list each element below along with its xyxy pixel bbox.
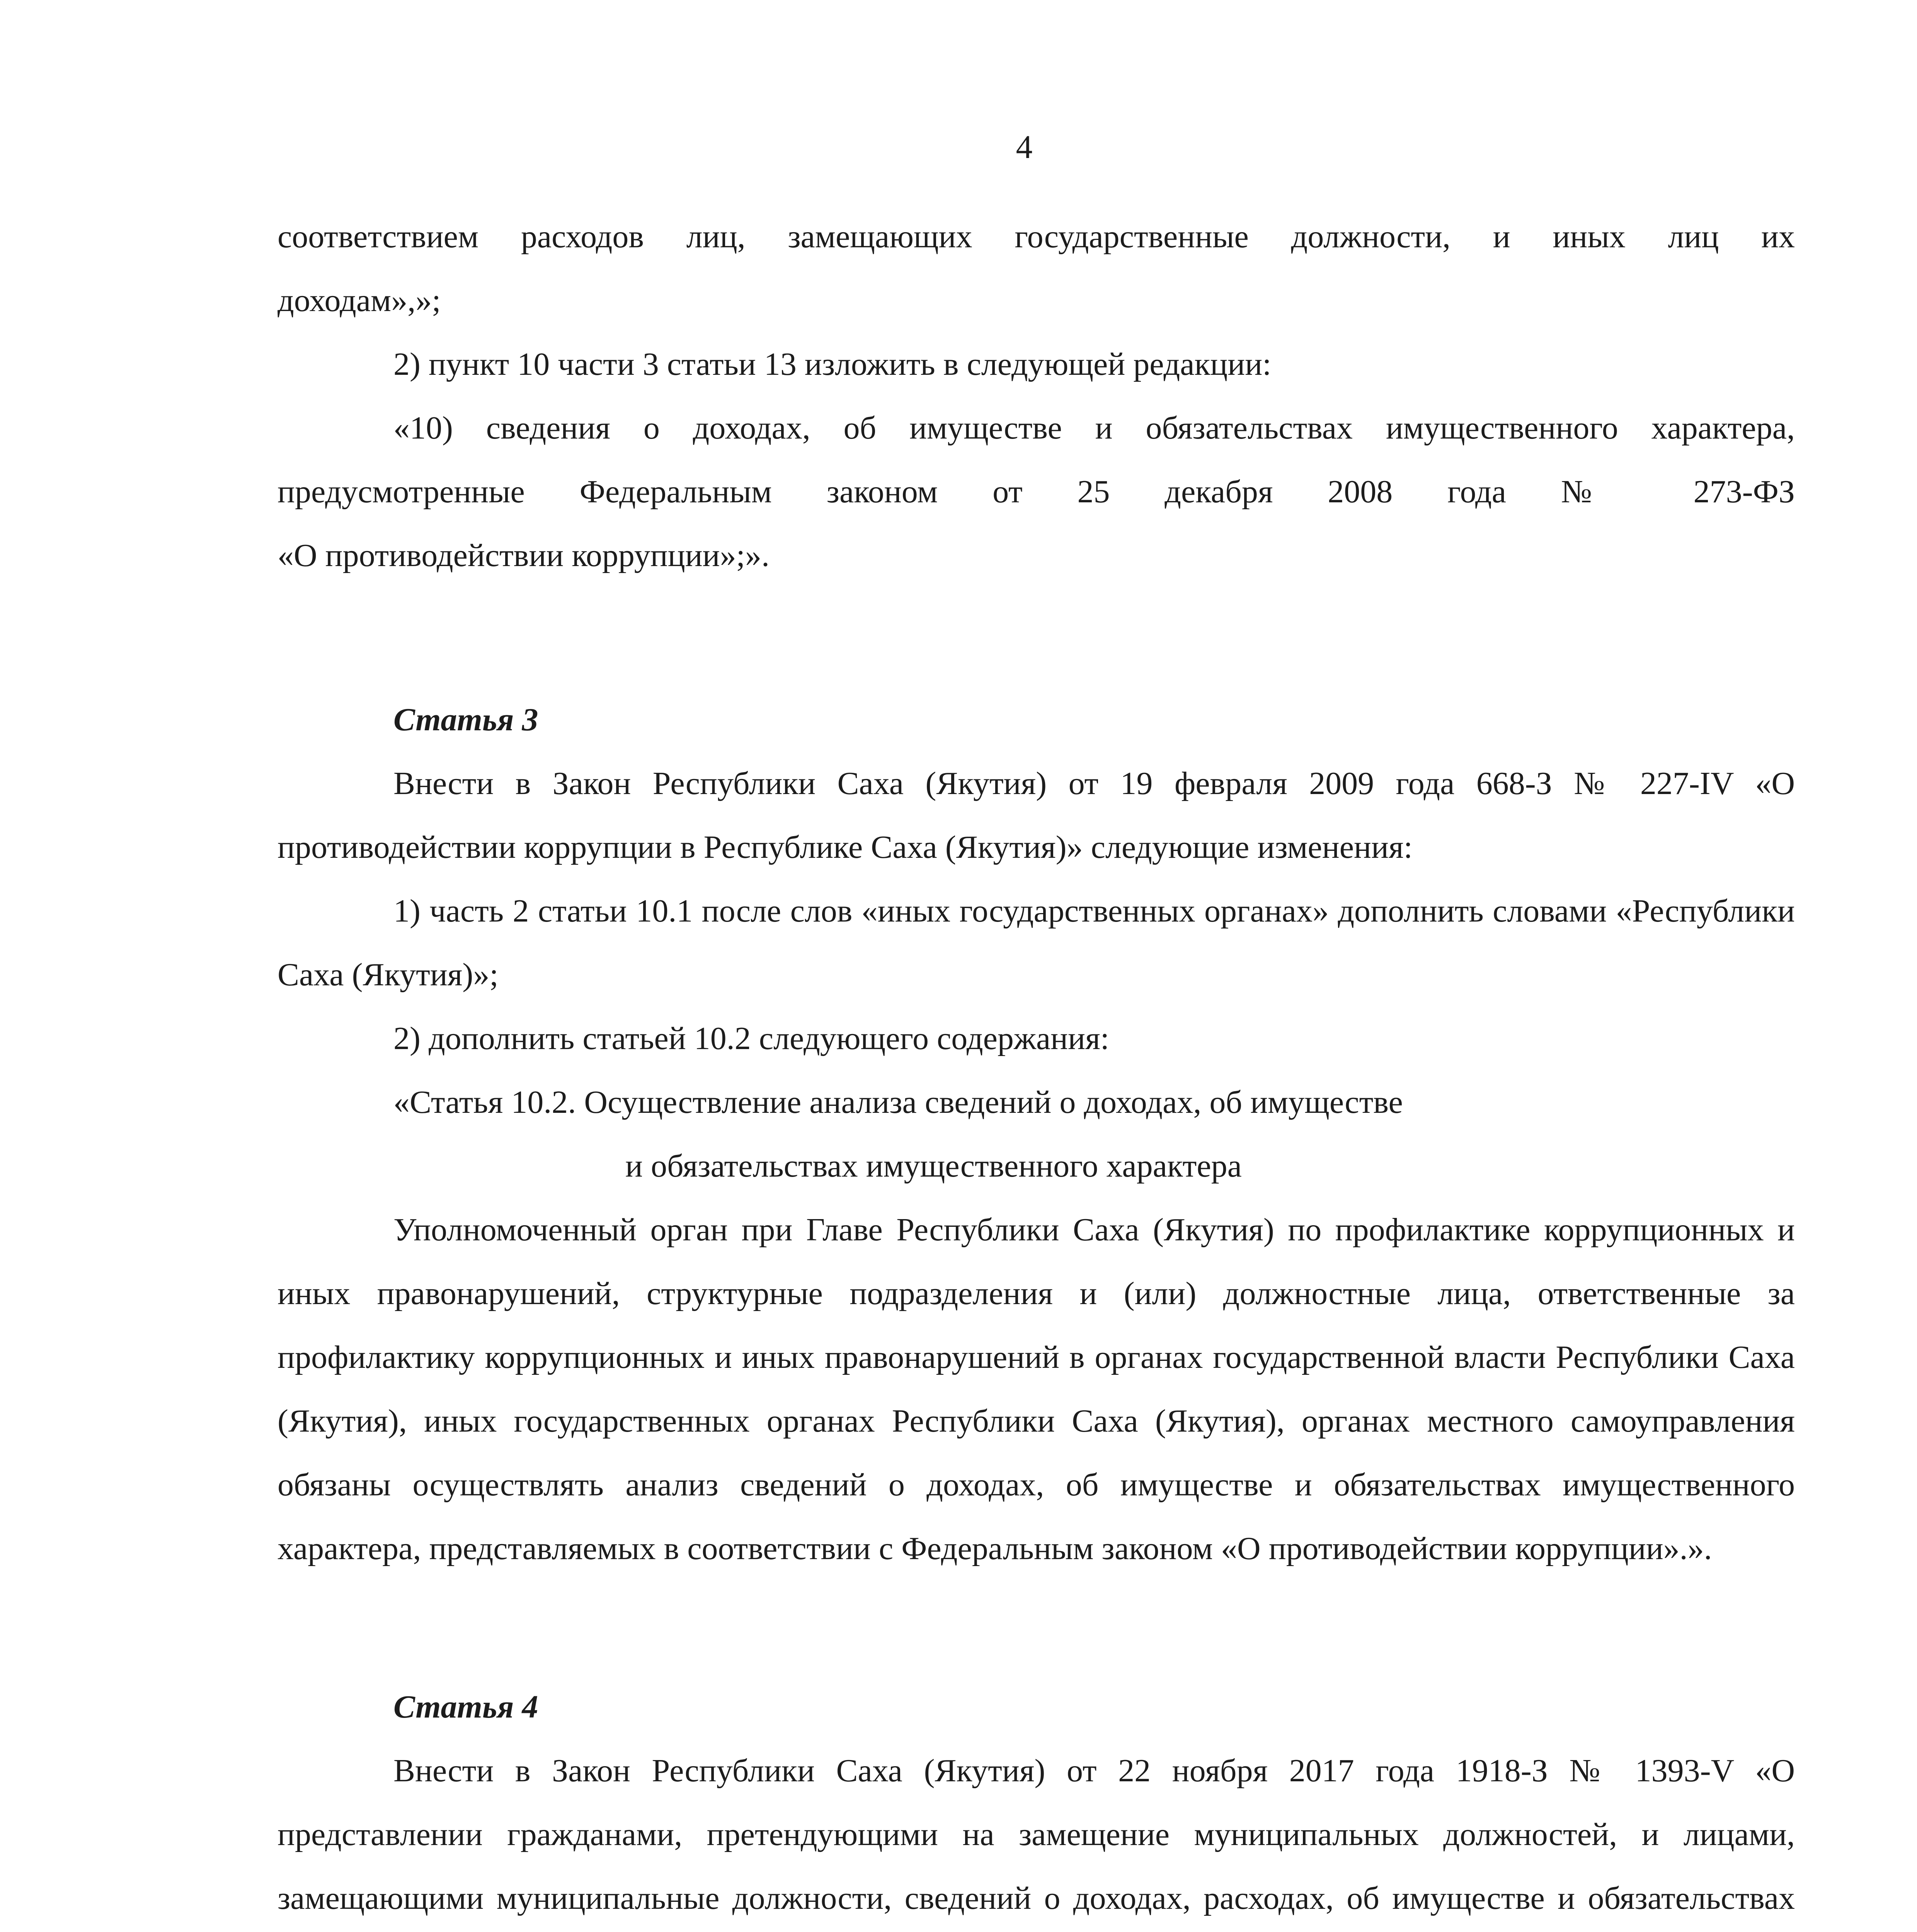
document-body (278, 205, 1795, 1932)
continuation-section (278, 205, 1795, 587)
article-3-intro: Внести в Закон Республики Саха (Якутия) от 19 февраля 2009 года 668-З № 227-IV «О противодействии коррупции в Республике Саха (Якутия)» следующие изменения: (278, 765, 1795, 865)
paragraph-quote-10-line-2: предусмотренные Федеральным законом от 25 декабря 2008 года № 273-ФЗ (278, 474, 1795, 510)
article-4-section (278, 1675, 1795, 1932)
paragraph-continuation-line-2: доходам»,»; (278, 282, 441, 318)
article-4-heading: Статья 4 (393, 1689, 538, 1725)
page-number: 4 (1016, 128, 1033, 165)
article-4-intro: Внести в Закон Республики Саха (Якутия) от 22 ноября 2017 года 1918-З № 1393-V «О представлении гражданами, претендующими на замещение муниципальных должностей, и лицами, замещающими муниципальные должности, сведений о доходах, расходах, об имуществе и обязательствах (278, 1753, 1795, 1916)
paragraph-continuation-line-1: соответствием расходов лиц, замещающих государственные должности, и иных лиц их (278, 219, 1795, 255)
article-10-2-title-line-1: «Статья 10.2. Осуществление анализа сведений о доходах, об имуществе (393, 1084, 1403, 1120)
article-10-2-body: Уполномоченный орган при Главе Республики Саха (Якутия) по профилактике коррупционных и иных правонарушений, структурные подразделения и (или) должностные лица, ответственные за профилактику коррупционных и иных правонарушений в органах государственной власти Республики Саха (Якутия), иных государственных органах Республики Саха (Якутия), органах местного самоуправления обязаны осуществлять анализ сведений о доходах, об имуществе и обязательствах имущественного характера, представляемых в соответствии с Федеральным законом «О противодействии коррупции».». (278, 1212, 1795, 1566)
paragraph-quote-10-line-1: «10) сведения о доходах, об имуществе и обязательствах имущественного характера, (393, 410, 1795, 446)
article-3-item-2: 2) дополнить статьей 10.2 следующего содержания: (393, 1020, 1110, 1056)
article-10-2-title-line-2: и обязательствах имущественного характера (625, 1148, 1242, 1184)
paragraph-item-2-point-10: 2) пункт 10 части 3 статьи 13 изложить в следующей редакции: (393, 346, 1272, 382)
article-3-item-1: 1) часть 2 статьи 10.1 после слов «иных государственных органах» дополнить словами «Республики Саха (Якутия)»; (278, 893, 1795, 993)
article-3-heading: Статья 3 (393, 702, 538, 738)
paragraph-quote-10-line-3: «О противодействии коррупции»;». (278, 537, 770, 573)
article-3-section (278, 688, 1795, 1580)
